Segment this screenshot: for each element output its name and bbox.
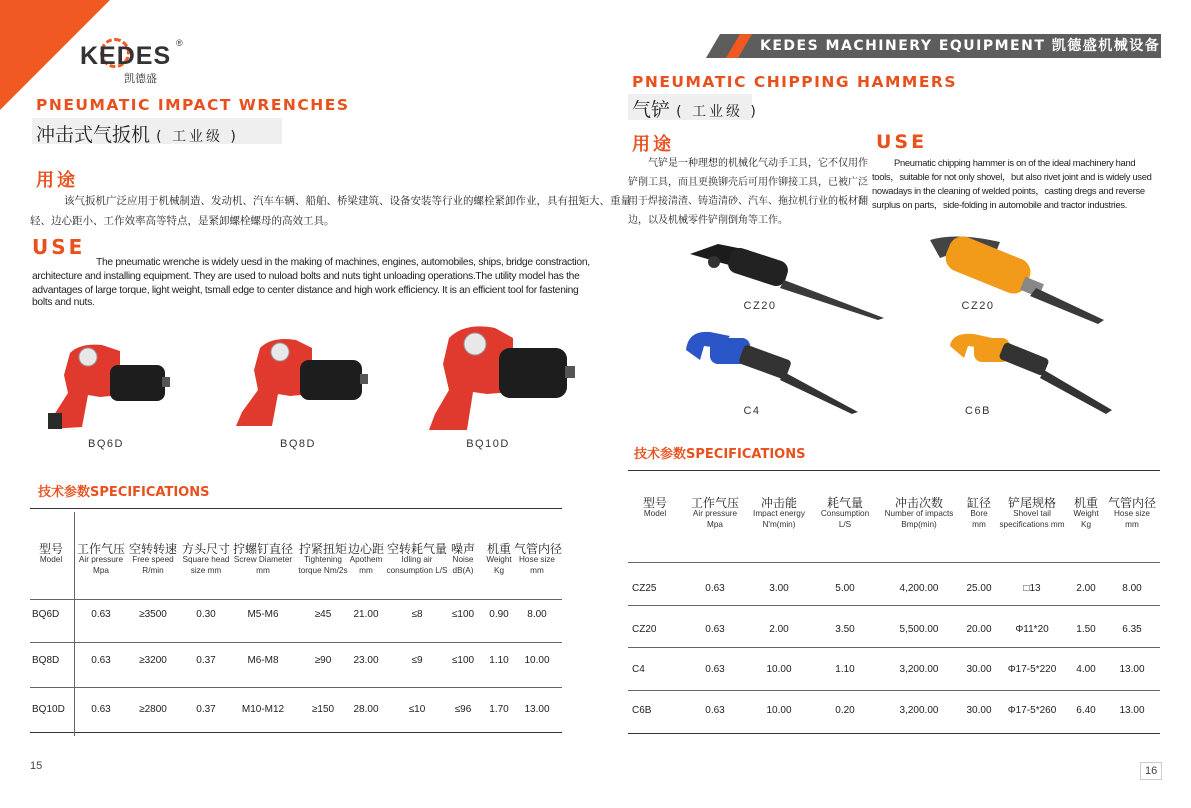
left-spec-cell: 13.00 [524, 704, 550, 715]
left-use-en-line2: architecture and installing equipment. They are used to nuload bolts and nuts tight unloading operations.The utility model has the [32, 271, 580, 282]
left-spec-cell: ≤96 [454, 704, 472, 715]
right-spec-header-en: Hose size mm [1114, 509, 1150, 529]
kedes-logo [80, 38, 190, 85]
left-spec-cell: 0.37 [196, 655, 216, 666]
left-spec-cell: 21.00 [353, 609, 379, 620]
left-spec-header-cn: 空转耗气量 [386, 542, 447, 556]
right-table-row-rule [628, 647, 1160, 648]
right-spec-cell: CZ20 [632, 624, 657, 635]
right-spec-header-en: Air pressure Mpa [692, 509, 738, 529]
left-spec-header-cn: 机重 [486, 542, 511, 556]
left-spec-cell: 0.63 [91, 704, 111, 715]
right-use-cn-body [628, 154, 868, 230]
right-spec-cell: 13.00 [1119, 705, 1145, 716]
left-spec-title-cn: 技术参数 [38, 485, 91, 500]
right-spec-title-cn: 技术参数 [634, 447, 687, 462]
left-spec-cell: 23.00 [353, 655, 379, 666]
logo-cn: 凯德盛 [124, 72, 157, 85]
left-spec-header-cn: 方头尺寸 [181, 542, 230, 556]
right-spec-cell: 25.00 [966, 583, 992, 594]
right-spec-header-en: Shovel tail specifications mm [999, 509, 1065, 529]
caption-bq8d: BQ8D [280, 438, 316, 450]
caption-c6b: C6B [965, 405, 991, 417]
left-spec-cell: ≥2800 [139, 704, 167, 715]
right-spec-cell: 30.00 [966, 705, 992, 716]
left-title-en: PNEUMATIC IMPACT WRENCHES [36, 96, 350, 114]
left-spec-cell: ≤9 [411, 655, 423, 666]
left-use-cn-line1: 该气扳机广泛应用于机械制造、发动机、汽车车辆、船舶、桥梁建筑、设备安装等行业的螺栓紧卸作业，具有扭矩大、重量 [64, 195, 631, 207]
right-spec-cell: C4 [632, 664, 645, 675]
right-table-header-rule [628, 562, 1160, 563]
left-use-en-line3: advantages of large torque, light weight, tsmall edge to center distance and high work efficiency. It is an efficient tool for fastening [32, 285, 579, 296]
right-spec-cell: 0.20 [835, 705, 855, 716]
right-spec-cell: 5,500.00 [899, 624, 939, 635]
left-spec-header-en: Tightening torque Nm/2s [298, 555, 348, 575]
right-spec-cell: CZ25 [632, 583, 657, 594]
right-table-row-rule [628, 605, 1160, 606]
left-spec-cell: M6-M8 [247, 655, 279, 666]
right-spec-cell: 1.10 [835, 664, 855, 675]
left-table-header-rule [30, 599, 562, 600]
left-spec-cell: 1.70 [489, 704, 509, 715]
right-use-en-line: Pneumatic chipping hammer is on of the ideal machinery hand [894, 157, 1136, 168]
left-spec-cell: 1.10 [489, 655, 509, 666]
right-spec-header-cn: 型号 [642, 496, 667, 510]
left-spec-cell: ≤8 [411, 609, 423, 620]
left-use-en-line4: bolts and nuts. [32, 297, 95, 308]
left-table-top-rule [30, 508, 562, 509]
right-spec-title [634, 443, 805, 462]
logo-registered: ® [176, 38, 183, 48]
right-spec-header-cn: 耗气量 [826, 496, 863, 510]
left-spec-header-cn: 型号 [38, 542, 63, 556]
left-spec-cell: ≤100 [451, 609, 475, 620]
right-spec-cell: 0.63 [705, 705, 725, 716]
left-use-cn-heading: 用途 [36, 170, 78, 191]
left-spec-cell: 28.00 [353, 704, 379, 715]
right-spec-cell: 5.00 [835, 583, 855, 594]
right-use-en-line: surplus on parts，side-folding in automobile and tractor industries. [872, 199, 1128, 210]
left-spec-cell: ≤100 [451, 655, 475, 666]
right-title-en: PNEUMATIC CHIPPING HAMMERS [632, 73, 958, 91]
left-use-cn-line2: 轻、边心距小、工作效率高等特点，是紧卸螺栓螺母的高效工具。 [30, 215, 335, 227]
right-spec-cell: □13 [1023, 583, 1041, 594]
right-use-en-line: tools，suitable for not only shovel，but also rivet joint and is widely used [872, 171, 1152, 182]
left-spec-cell: BQ10D [32, 704, 65, 715]
right-spec-cell: Φ17-5*220 [1007, 664, 1057, 675]
logo-word: KEDES [80, 42, 172, 70]
right-spec-header-cn: 工作气压 [690, 496, 739, 510]
c4-image [680, 326, 860, 416]
right-table-row-rule [628, 690, 1160, 691]
left-spec-header-cn: 气管内径 [514, 542, 563, 556]
right-spec-header-en: Consumption L/S [820, 509, 870, 529]
left-spec-cell: ≥45 [314, 609, 332, 620]
left-spec-cell: M5-M6 [247, 609, 279, 620]
left-spec-header-cn: 拧螺钉直径 [232, 542, 293, 556]
left-spec-title [38, 481, 209, 500]
right-table-top-rule [628, 470, 1160, 471]
right-use-cn-line: 铲削工具，而且更换铆壳后可用作铆接工具，已被广泛 [628, 177, 868, 188]
left-spec-cell: ≥3500 [139, 609, 167, 620]
caption-bq6d: BQ6D [88, 438, 124, 450]
right-spec-cell: 10.00 [766, 705, 792, 716]
left-spec-header-en: Model [39, 555, 63, 564]
right-spec-cell: 0.63 [705, 624, 725, 635]
left-spec-cell: BQ8D [32, 655, 60, 666]
right-spec-cell: C6B [632, 705, 652, 716]
right-spec-cell: 0.63 [705, 664, 725, 675]
right-use-cn-line: 气铲是一种理想的机械化气动手工具，它不仅用作 [648, 158, 868, 169]
right-use-cn-heading: 用途 [632, 134, 674, 155]
right-spec-header-en: Weight Kg [1073, 509, 1099, 529]
right-spec-header-en: Bore mm [970, 509, 988, 529]
right-spec-title-en: SPECIFICATIONS [686, 447, 806, 462]
right-use-en-body [872, 156, 1172, 212]
right-spec-header-en: Impact energy N'm(min) [753, 509, 805, 529]
left-title-cn [36, 120, 239, 147]
right-use-en-line: nowadays in the cleaning of welded points，casting dregs and reverse [872, 185, 1145, 196]
right-spec-header-cn: 缸径 [966, 496, 991, 510]
left-spec-header-en: Hose size mm [519, 555, 555, 575]
caption-cz20-b: CZ20 [961, 300, 995, 312]
left-table-row-rule [30, 642, 562, 643]
left-spec-header-cn: 空转转速 [128, 542, 177, 556]
left-spec-cell: ≤10 [408, 704, 426, 715]
left-spec-header-en: Screw Diameter mm [233, 555, 293, 575]
right-table-bottom-rule [628, 733, 1160, 734]
right-spec-cell: 3.00 [769, 583, 789, 594]
right-spec-header-cn: 气管内径 [1107, 496, 1156, 510]
left-spec-header-cn: 工作气压 [76, 542, 125, 556]
left-spec-header-cn: 噪声 [450, 542, 475, 556]
right-spec-cell: 20.00 [966, 624, 992, 635]
right-spec-cell: 3,200.00 [899, 705, 939, 716]
right-spec-cell: 2.00 [1076, 583, 1096, 594]
left-spec-cell: M10-M12 [241, 704, 285, 715]
right-title-cn-sub: ( 工业级 ) [676, 104, 759, 120]
right-spec-cell: 3,200.00 [899, 664, 939, 675]
right-title-cn [632, 95, 759, 122]
left-spec-header-en: Apothem mm [349, 555, 383, 575]
left-spec-header-en: Weight Kg [486, 555, 512, 575]
right-spec-cell: 3.50 [835, 624, 855, 635]
right-spec-cell: Φ11*20 [1015, 624, 1049, 635]
caption-cz20-a: CZ20 [743, 300, 777, 312]
left-spec-header-en: Idling air consumption L/S [386, 555, 448, 575]
left-spec-cell: 0.30 [196, 609, 216, 620]
left-spec-cell: 8.00 [527, 609, 547, 620]
left-spec-header-en: Free speed R/min [132, 555, 174, 575]
page-number-left: 15 [30, 760, 43, 772]
right-spec-header-en: Model [643, 509, 667, 518]
left-spec-header-en: Square head size mm [182, 555, 230, 575]
right-spec-header-cn: 冲击能 [760, 496, 797, 510]
right-use-cn-line: 边，以及机械零件铲削倒角等工作。 [628, 215, 788, 226]
right-spec-cell: 6.40 [1076, 705, 1096, 716]
left-spec-header-en: Noise dB(A) [452, 555, 474, 575]
left-spec-cell: BQ6D [32, 609, 60, 620]
left-spec-cell: 0.63 [91, 655, 111, 666]
left-spec-header-cn: 边心距 [347, 542, 384, 556]
left-spec-cell: ≥90 [314, 655, 332, 666]
left-table-row-rule [30, 687, 562, 688]
bq6d-image [40, 335, 170, 435]
right-spec-cell: 10.00 [766, 664, 792, 675]
right-spec-header-cn: 冲击次数 [894, 496, 943, 510]
right-spec-cell: 2.00 [769, 624, 789, 635]
bq10d-image [415, 318, 575, 438]
page-number-right: 16 [1140, 762, 1162, 780]
left-spec-header-en: Air pressure Mpa [78, 555, 124, 575]
left-use-en-heading: USE [32, 235, 86, 259]
right-spec-cell: Φ17-5*260 [1007, 705, 1057, 716]
right-spec-header-cn: 铲尾规格 [1007, 496, 1056, 510]
right-use-cn-line: 用于焊接清渣、铸造清砂、汽车、拖拉机行业的板材翻 [628, 196, 868, 207]
bq8d-image [228, 330, 368, 430]
right-spec-cell: 0.63 [705, 583, 725, 594]
right-spec-header-cn: 机重 [1073, 496, 1098, 510]
right-spec-cell: 1.50 [1076, 624, 1096, 635]
right-spec-header-en: Number of impacts Bmp(min) [884, 509, 954, 529]
right-spec-cell: 6.35 [1122, 624, 1142, 635]
caption-c4: C4 [743, 405, 761, 417]
left-spec-cell: 0.37 [196, 704, 216, 715]
right-spec-cell: 4,200.00 [899, 583, 939, 594]
left-use-en-line1: The pneumatic wrenche is widely uesd in the making of machines, engines, automobiles, ships, bridge constraction, [96, 257, 590, 268]
left-spec-cell: 10.00 [524, 655, 550, 666]
right-spec-cell: 13.00 [1119, 664, 1145, 675]
right-title-cn-text: 气铲 [632, 99, 671, 121]
left-spec-header-cn: 拧紧扭矩 [298, 542, 347, 556]
caption-bq10d: BQ10D [466, 438, 510, 450]
left-table-bottom-rule [30, 732, 562, 733]
left-title-cn-text: 冲击式气扳机 [36, 124, 151, 146]
banner-cut [706, 34, 720, 58]
left-spec-cell: 0.90 [489, 609, 509, 620]
left-spec-cell: 0.63 [91, 609, 111, 620]
left-spec-title-en: SPECIFICATIONS [90, 485, 210, 500]
left-title-cn-sub: ( 工业级 ) [156, 129, 239, 145]
left-spec-cell: ≥3200 [139, 655, 167, 666]
right-spec-cell: 30.00 [966, 664, 992, 675]
left-spec-cell: ≥150 [311, 704, 335, 715]
right-spec-cell: 8.00 [1122, 583, 1142, 594]
right-use-en-heading: USE [876, 131, 928, 153]
brand-banner: KEDES MACHINERY EQUIPMENT 凯德盛机械设备 [706, 34, 1161, 58]
right-spec-cell: 4.00 [1076, 664, 1096, 675]
